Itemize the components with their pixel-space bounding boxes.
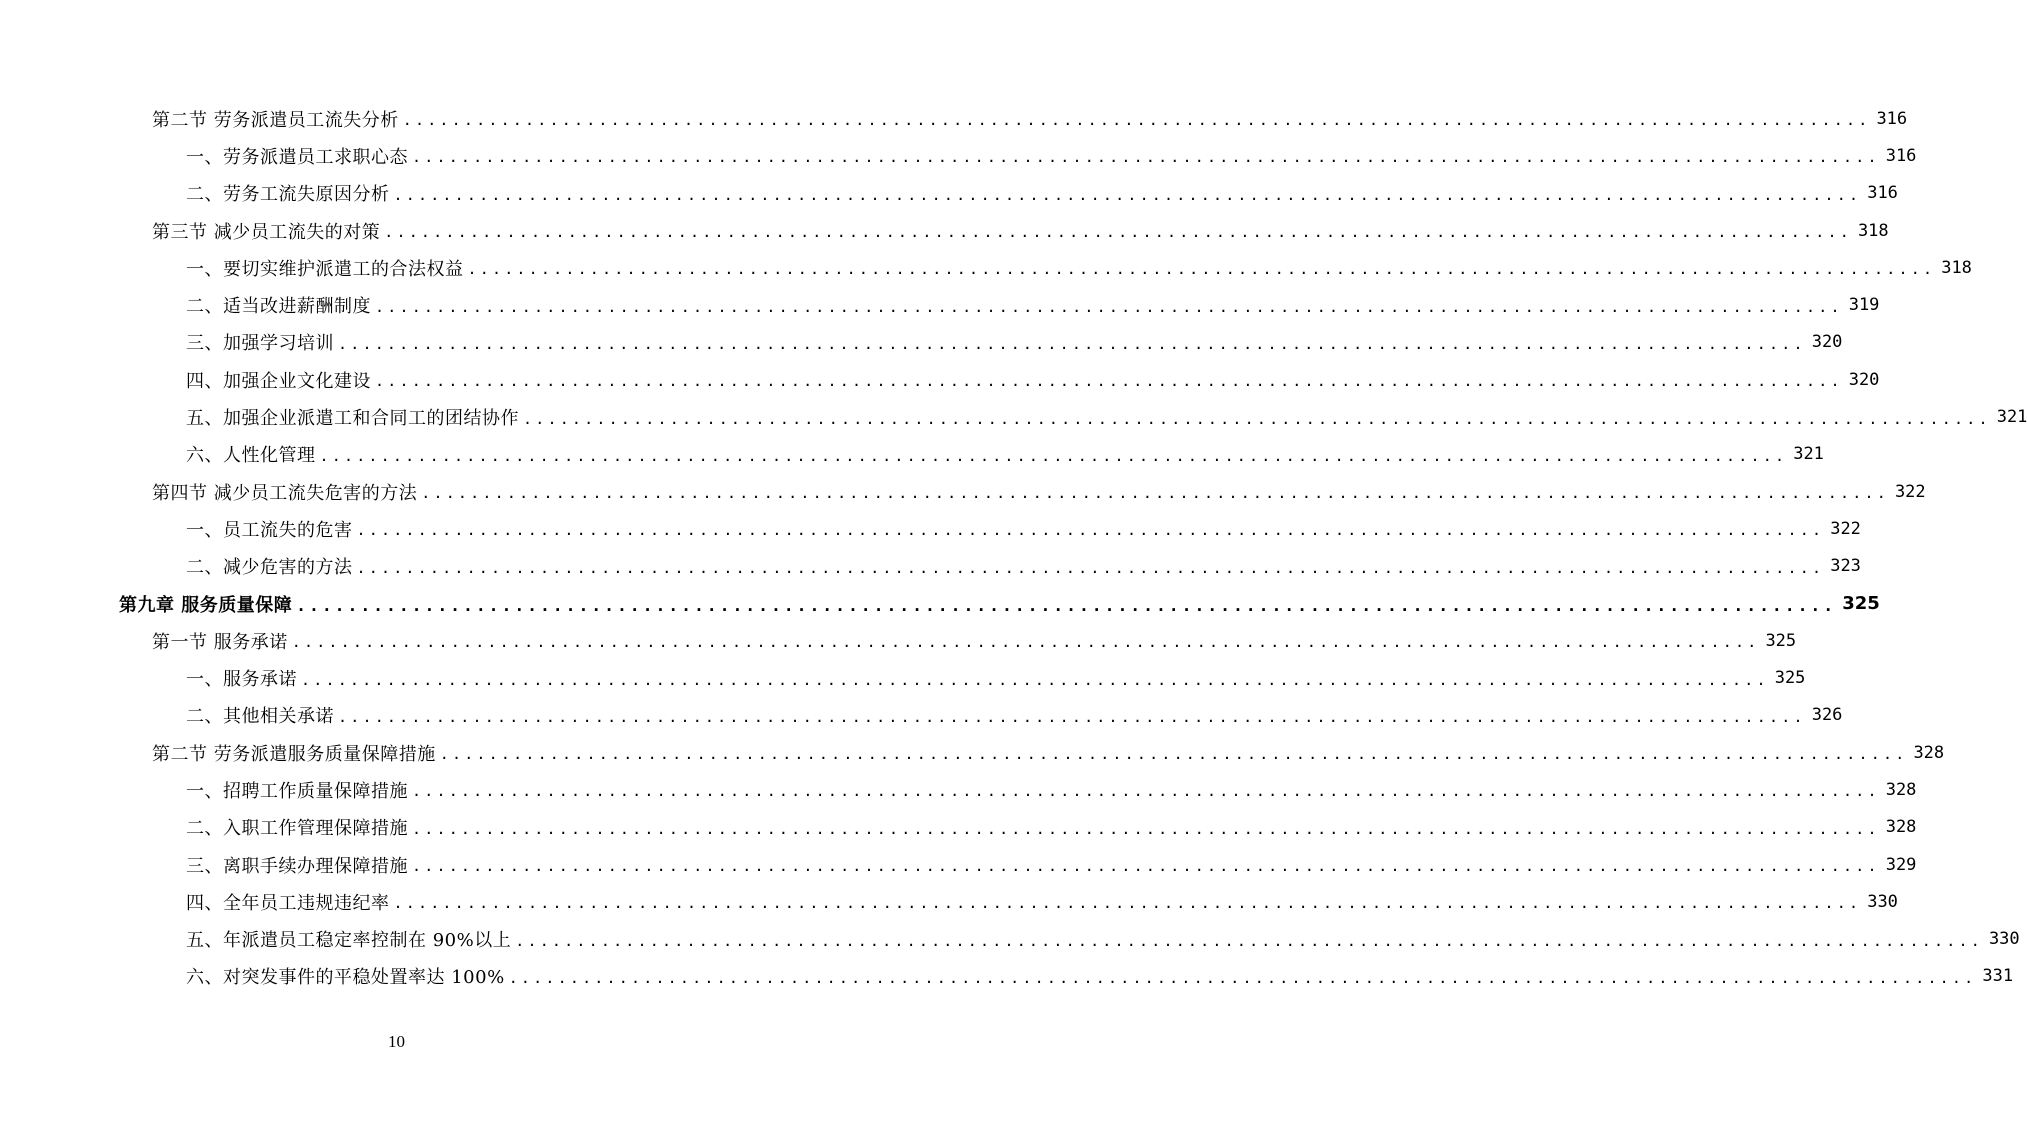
toc-entry-title: 二、其他相关承诺 (186, 706, 334, 728)
toc-entry-title: 第三节 减少员工流失的对策 (152, 221, 381, 243)
toc-entry-title: 二、减少危害的方法 (186, 557, 353, 579)
toc-entry[interactable] (0, 622, 1797, 659)
toc-entry[interactable] (0, 324, 1843, 361)
toc-dot-leader: ........................................................................................................................ (439, 745, 1908, 764)
toc-entry-title: 二、适当改进薪酬制度 (186, 296, 371, 318)
toc-entry-page: 319 (1848, 295, 1880, 316)
table-of-contents (0, 100, 2027, 995)
toc-entry[interactable] (0, 548, 1861, 585)
toc-entry[interactable] (0, 921, 2020, 958)
toc-dot-leader: ........................................................................................................................ (356, 521, 1825, 540)
toc-entry-page: 330 (1988, 929, 2020, 950)
toc-entry-page: 318 (1857, 220, 1889, 241)
toc-dot-leader: ........................................................................................................................ (412, 782, 1880, 801)
toc-entry-title: 一、招聘工作质量保障措施 (186, 780, 408, 802)
toc-dot-leader: ........................................................................................................................ (384, 223, 1852, 242)
toc-entry-page: 325 (1774, 668, 1806, 689)
toc-dot-leader: ........................................................................................................................ (375, 372, 1843, 391)
toc-entry[interactable] (0, 398, 2027, 435)
toc-entry-page: 320 (1848, 369, 1880, 390)
toc-entry-title: 五、加强企业派遣工和合同工的团结协作 (186, 408, 519, 430)
toc-entry[interactable] (0, 212, 1889, 249)
toc-entry[interactable] (0, 846, 1917, 883)
toc-entry-page: 331 (1982, 966, 2014, 987)
toc-entry-page: 326 (1811, 705, 1843, 726)
toc-entry-title: 六、人性化管理 (186, 445, 316, 467)
toc-entry-page: 321 (1793, 444, 1824, 465)
toc-dot-leader: ........................................................................................................................ (508, 968, 1977, 987)
toc-entry-page: 322 (1894, 481, 1926, 502)
toc-entry-page: 328 (1913, 742, 1945, 763)
toc-dot-leader: ........................................................................................................................ (356, 558, 1825, 577)
toc-entry[interactable] (0, 436, 1824, 473)
toc-entry-page: 316 (1876, 108, 1908, 129)
toc-entry-page: 320 (1811, 332, 1843, 353)
toc-dot-leader: ........................................................................................................................ (421, 484, 1889, 503)
toc-entry-title: 二、劳务工流失原因分析 (186, 184, 390, 206)
toc-dot-leader: ........................................................................................................................ (393, 894, 1862, 913)
toc-dot-leader: ........................................................................................................................ (412, 148, 1880, 167)
toc-entry[interactable] (0, 473, 1926, 510)
toc-dot-leader: ........................................................................................................................ (393, 185, 1862, 204)
toc-chapter-page: 325 (1842, 593, 1880, 614)
toc-entry-title: 四、全年员工违规违纪率 (186, 892, 390, 914)
toc-dot-leader: ........................................................................................................................ (412, 857, 1880, 876)
toc-entry[interactable] (0, 659, 1806, 696)
toc-entry-page: 328 (1885, 817, 1917, 838)
toc-entry[interactable] (0, 361, 1880, 398)
toc-entry[interactable] (0, 175, 1898, 212)
toc-entry[interactable] (0, 734, 1945, 771)
toc-entry-title: 六、对突发事件的平稳处置率达 100% (186, 967, 505, 989)
toc-entry-page: 328 (1885, 779, 1917, 800)
toc-dot-leader: ........................................................................................................................ (319, 446, 1788, 465)
toc-dot-leader: ........................................................................................................................ (338, 707, 1806, 726)
toc-entry-title: 二、入职工作管理保障措施 (186, 818, 408, 840)
toc-entry[interactable] (0, 137, 1917, 174)
toc-entry-title: 四、加强企业文化建设 (186, 370, 371, 392)
toc-dot-leader: ........................................................................................................................ (515, 931, 1983, 950)
toc-entry-title: 一、劳务派遣员工求职心态 (186, 146, 408, 168)
toc-entry[interactable] (0, 958, 2014, 995)
toc-dot-leader: ........................................................................................................................ (296, 595, 1837, 615)
toc-dot-leader: ........................................................................................................................ (402, 111, 1871, 130)
toc-entry-page: 325 (1765, 630, 1797, 651)
toc-entry-page: 329 (1885, 854, 1917, 875)
toc-dot-leader: ........................................................................................................................ (338, 334, 1806, 353)
toc-entry-page: 316 (1885, 145, 1917, 166)
toc-entry-page: 330 (1867, 891, 1898, 912)
page-number: 10 (388, 1032, 405, 1051)
toc-entry[interactable] (0, 809, 1917, 846)
toc-entry[interactable] (0, 286, 1880, 323)
toc-entry[interactable] (0, 771, 1917, 808)
toc-chapter-title: 第九章 服务质量保障 (119, 594, 293, 616)
toc-entry-page: 318 (1941, 257, 1972, 278)
toc-entry-title: 三、加强学习培训 (186, 333, 334, 355)
toc-entry-page: 323 (1830, 556, 1861, 577)
toc-entry-title: 第二节 劳务派遣服务质量保障措施 (152, 743, 436, 765)
toc-entry-title: 一、服务承诺 (186, 669, 297, 691)
toc-entry[interactable] (0, 697, 1843, 734)
toc-entry-title: 一、要切实维护派遣工的合法权益 (186, 258, 464, 280)
toc-dot-leader: ........................................................................................................................ (412, 819, 1880, 838)
toc-entry-page: 321 (1996, 407, 2027, 428)
toc-entry[interactable] (0, 249, 1972, 286)
toc-entry-title: 第一节 服务承诺 (152, 631, 288, 653)
toc-entry-page: 316 (1867, 183, 1898, 204)
toc-dot-leader: ........................................................................................................................ (301, 670, 1769, 689)
toc-dot-leader: ........................................................................................................................ (523, 409, 1991, 428)
toc-dot-leader: ........................................................................................................................ (467, 260, 1936, 279)
toc-entry-title: 第四节 减少员工流失危害的方法 (152, 482, 418, 504)
toc-entry[interactable] (0, 510, 1861, 547)
toc-chapter-entry[interactable] (0, 585, 1880, 622)
toc-entry-title: 五、年派遣员工稳定率控制在 90%以上 (186, 930, 512, 952)
toc-entry-title: 一、员工流失的危害 (186, 519, 353, 541)
toc-entry[interactable] (0, 883, 1898, 920)
toc-entry-title: 三、离职手续办理保障措施 (186, 855, 408, 877)
toc-entry-title: 第二节 劳务派遣员工流失分析 (152, 109, 399, 131)
toc-dot-leader: ........................................................................................................................ (291, 633, 1760, 652)
toc-entry-page: 322 (1830, 518, 1861, 539)
toc-dot-leader: ........................................................................................................................ (375, 297, 1843, 316)
toc-entry[interactable] (0, 100, 1908, 137)
